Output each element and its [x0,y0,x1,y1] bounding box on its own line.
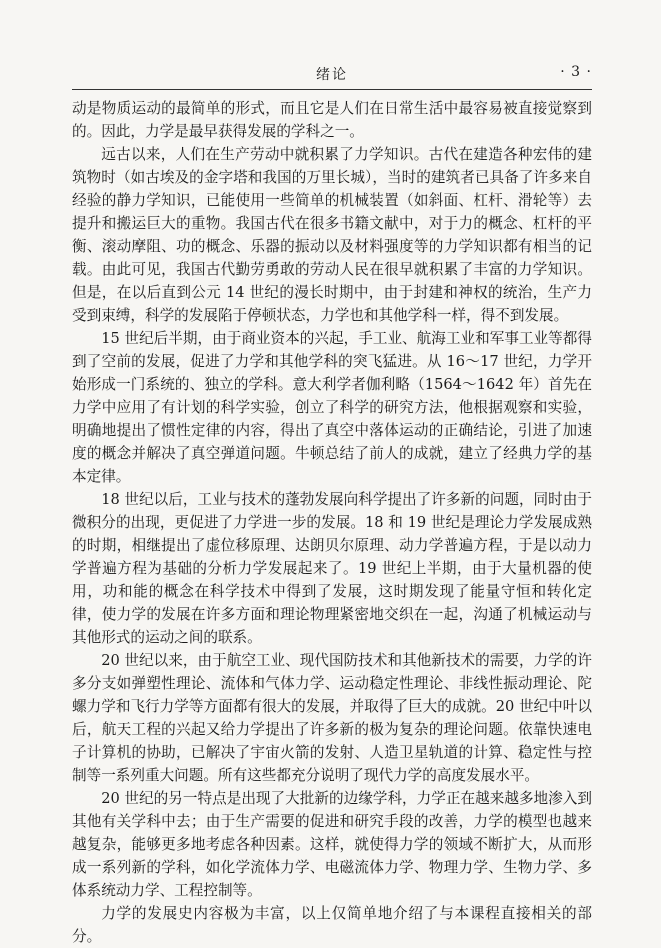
paragraph-interdisciplinary: 20 世纪的另一特点是出现了大批新的边缘学科，力学正在越来越多地渗入到其他有关学科中去；由于生产需要的促进和研究手段的改善，力学的模型也越来越复杂，能够更多地考虑各种因素。这样，就使得力学的领域不断扩大，从而形成一系列新的学科，如化学流体力学、电磁流体力学、物理力学、生物力学、多体系统动力学、工程控制等。 [72,790,592,899]
paragraph-continuation: 动是物质运动的最简单的形式，而且它是人们在日常生活中最容易被直接觉察到的。因此，力学是最早获得发展的学科之一。 [72,100,592,140]
paragraph-20th-century: 20 世纪以来，由于航空工业、现代国防技术和其他新技术的需要，力学的许多分支如弹塑性理论、流体和气体力学、运动稳定性理论、非线性振动理论、陀螺力学和飞行力学等方面都有很大的发展，并取得了巨大的成就。20 世纪中叶以后，航天工程的兴起又给力学提出了许多新的极为复杂的理论问题。依靠快速电子计算机的协助，已解决了宇宙火箭的发射、人造卫星轨道的计算、稳定性与控制等一系列重大问题。所有这些都充分说明了现代力学的高度发展水平。 [72,652,592,784]
paragraph-15th-century: 15 世纪后半期，由于商业资本的兴起，手工业、航海工业和军事工业等都得到了空前的发展，促进了力学和其他学科的突飞猛进。从 16～17 世纪，力学开始形成一门系统的、独立的学科。意大利学者伽利略（1564～1642 年）首先在力学中应用了有计划的科学实验，创立了科学的研究方法，他根据观察和实验，明确地提出了惯性定律的内容，得出了真空中落体运动的正确结论，引进了加速度的概念并解决了真空弹道问题。牛顿总结了前人的成就，建立了经典力学的基本定律。 [72,330,592,485]
paragraph-summary: 力学的发展史内容极为丰富，以上仅简单地介绍了与本课程直接相关的部分。 [72,905,592,945]
body-text [72,97,592,948]
page-number: · 3 · [560,64,592,80]
running-header-title: 绪论 [316,67,348,83]
paragraph-18th-century: 18 世纪以后，工业与技术的蓬勃发展向科学提出了许多新的问题，同时由于微积分的出现，更促进了力学进一步的发展。18 和 19 世纪是理论力学发展成熟的时期，相继提出了虚位移原理、达朗贝尔原理、动力学普遍方程，于是以动力学普遍方程为基础的分析力学发展起来了。19 世纪上半期，由于大量机器的使用，功和能的概念在科学技术中得到了发展，这时期发现了能量守恒和转化定律，使力学的发展在许多方面和理论物理紧密地交织在一起，沟通了机械运动与其他形式的运动之间的联系。 [72,491,592,646]
page-header [72,64,592,88]
paragraph-ancient-mechanics: 远古以来，人们在生产劳动中就积累了力学知识。古代在建造各种宏伟的建筑物时（如古埃及的金字塔和我国的万里长城），当时的建筑者已具备了许多来自经验的静力学知识，已能使用一些简单的机械装置（如斜面、杠杆、滑轮等）去提升和搬运巨大的重物。我国古代在很多书籍文献中，对于力的概念、杠杆的平衡、滚动摩阻、功的概念、乐器的振动以及材料强度等的力学知识都有相当的记载。由此可见，我国古代勤劳勇敢的劳动人民在很早就积累了丰富的力学知识。但是，在以后直到公元 14 世纪的漫长时期中，由于封建和神权的统治，生产力受到束缚，科学的发展陷于停顿状态，力学也和其他学科一样，得不到发展。 [72,146,592,324]
header-divider [72,89,592,90]
